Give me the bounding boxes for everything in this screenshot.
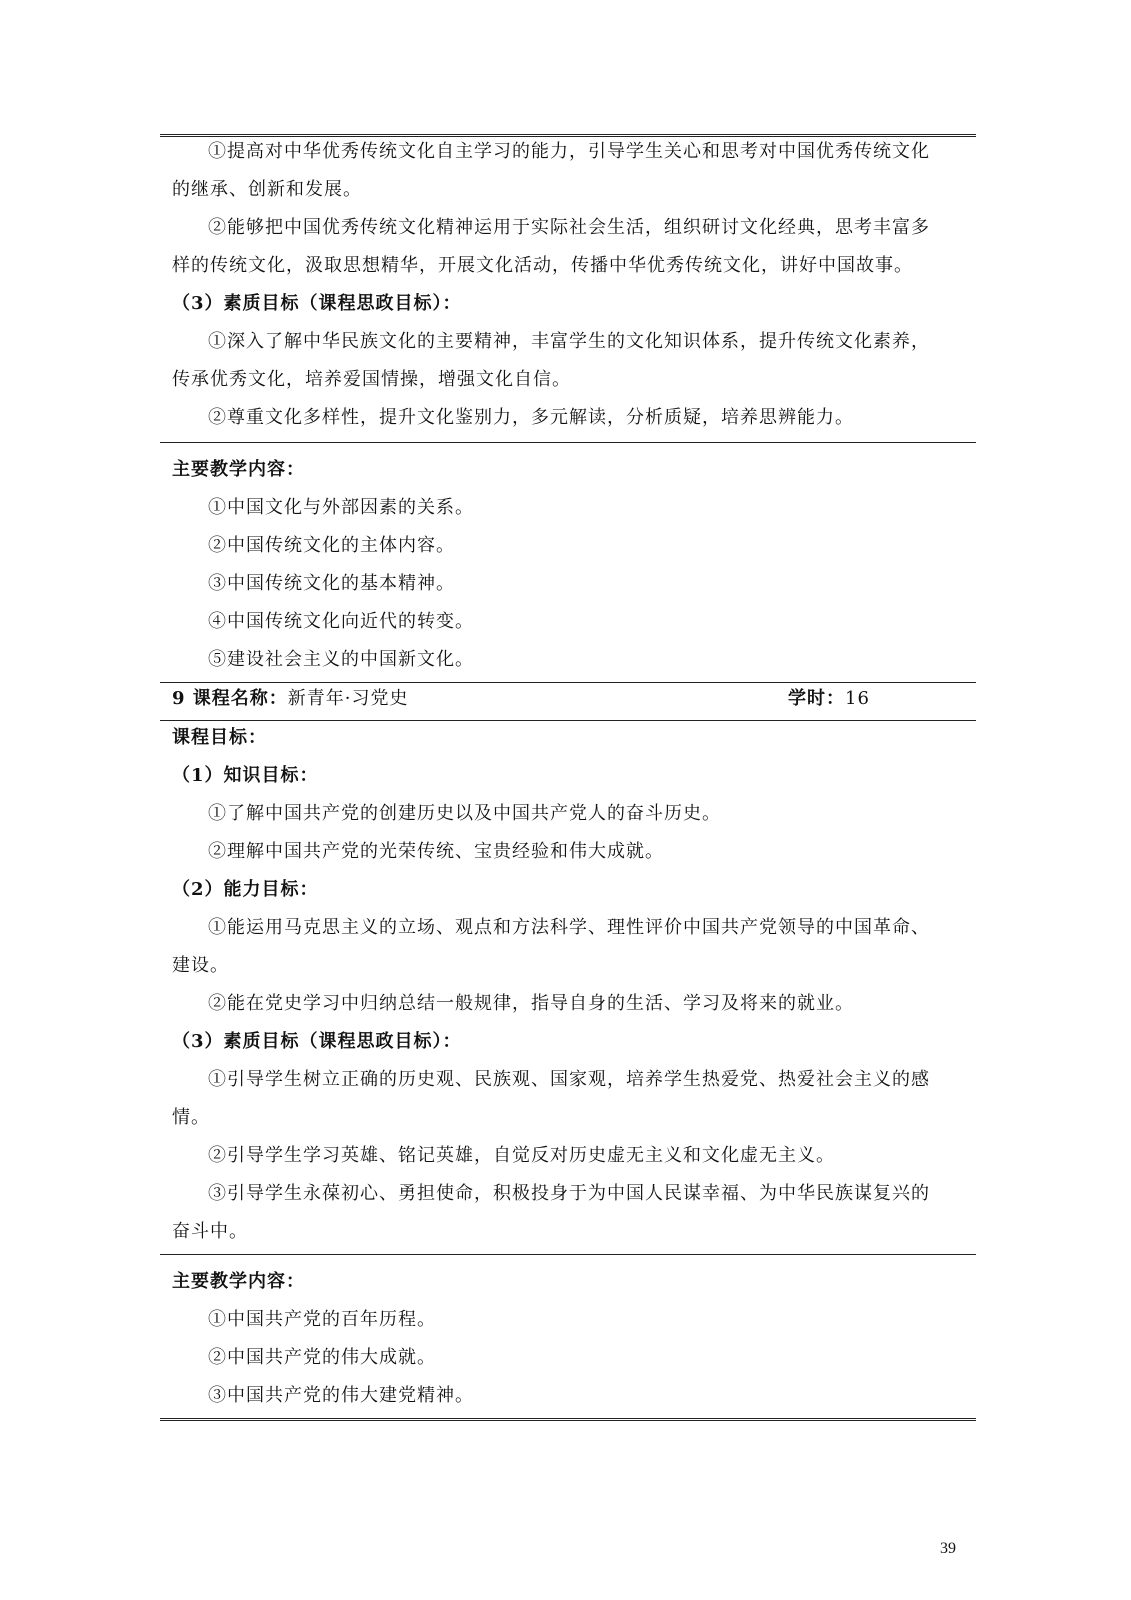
content-item-4: ④中国传统文化向近代的转变。 xyxy=(208,611,474,632)
content-item-1: ①中国文化与外部因素的关系。 xyxy=(208,497,474,518)
knowledge-item-2: ②理解中国共产党的光荣传统、宝贵经验和伟大成就。 xyxy=(208,841,664,862)
ability-item-1-line1: ①提高对中华优秀传统文化自主学习的能力，引导学生关心和思考对中国优秀传统文化 xyxy=(208,141,930,162)
course-name-label: 9 课程名称： xyxy=(172,688,288,709)
c9-content-item-3: ③中国共产党的伟大建党精神。 xyxy=(208,1385,474,1406)
c9-quality-item-1-line2: 情。 xyxy=(172,1107,210,1128)
c9-quality-item-1-line1: ①引导学生树立正确的历史观、民族观、国家观，培养学生热爱党、热爱社会主义的感 xyxy=(208,1069,930,1090)
c9-quality-item-2-line1: ②引导学生学习英雄、铭记英雄，自觉反对历史虚无主义和文化虚无主义。 xyxy=(208,1145,835,1166)
knowledge-item-1: ①了解中国共产党的创建历史以及中国共产党人的奋斗历史。 xyxy=(208,803,721,824)
knowledge-goals-heading: （1）知识目标： xyxy=(172,765,319,786)
page-number: 39 xyxy=(940,1540,956,1557)
bottom-rule xyxy=(160,1418,976,1421)
section-divider xyxy=(160,682,976,683)
c9-quality-goals-heading: （3）素质目标（课程思政目标）： xyxy=(172,1031,462,1052)
course-name-value: 新青年·习党史 xyxy=(287,688,409,709)
quality-item-2-line1: ②尊重文化多样性，提升文化鉴别力，多元解读，分析质疑，培养思辨能力。 xyxy=(208,407,854,428)
section-divider xyxy=(160,1254,976,1255)
quality-goals-heading: （3）素质目标（课程思政目标）： xyxy=(172,293,462,314)
course-hours-label: 学时： xyxy=(788,688,845,709)
c9-quality-item-3-line2: 奋斗中。 xyxy=(172,1221,248,1242)
course-goals-heading: 课程目标： xyxy=(172,727,267,748)
content-item-2: ②中国传统文化的主体内容。 xyxy=(208,535,455,556)
content-item-3: ③中国传统文化的基本精神。 xyxy=(208,573,455,594)
section-divider xyxy=(160,442,976,443)
c9-content-item-1: ①中国共产党的百年历程。 xyxy=(208,1309,436,1330)
ability-item-2-line2: 样的传统文化，汲取思想精华，开展文化活动，传播中华优秀传统文化，讲好中国故事。 xyxy=(172,255,913,276)
c9-content-item-2: ②中国共产党的伟大成就。 xyxy=(208,1347,436,1368)
c9-ability-item-2-line1: ②能在党史学习中归纳总结一般规律，指导自身的生活、学习及将来的就业。 xyxy=(208,993,854,1014)
top-rule xyxy=(160,134,976,137)
quality-item-1-line1: ①深入了解中华民族文化的主要精神，丰富学生的文化知识体系，提升传统文化素养， xyxy=(208,331,930,352)
ability-item-2-line1: ②能够把中国优秀传统文化精神运用于实际社会生活，组织研讨文化经典，思考丰富多 xyxy=(208,217,930,238)
c9-ability-item-1-line2: 建设。 xyxy=(172,955,229,976)
section-divider xyxy=(160,720,976,721)
c9-ability-item-1-line1: ①能运用马克思主义的立场、观点和方法科学、理性评价中国共产党领导的中国革命、 xyxy=(208,917,930,938)
course-hours-value: 16 xyxy=(845,688,870,709)
c9-quality-item-3-line1: ③引导学生永葆初心、勇担使命，积极投身于为中国人民谋幸福、为中华民族谋复兴的 xyxy=(208,1183,930,1204)
ability-item-1-line2: 的继承、创新和发展。 xyxy=(172,179,362,200)
c9-teaching-content-heading: 主要教学内容： xyxy=(172,1271,305,1292)
ability-goals-heading: （2）能力目标： xyxy=(172,879,319,900)
course-hours-row xyxy=(788,687,968,711)
teaching-content-heading: 主要教学内容： xyxy=(172,459,305,480)
content-item-5: ⑤建设社会主义的中国新文化。 xyxy=(208,649,474,670)
quality-item-1-line2: 传承优秀文化，培养爱国情操，增强文化自信。 xyxy=(172,369,571,390)
